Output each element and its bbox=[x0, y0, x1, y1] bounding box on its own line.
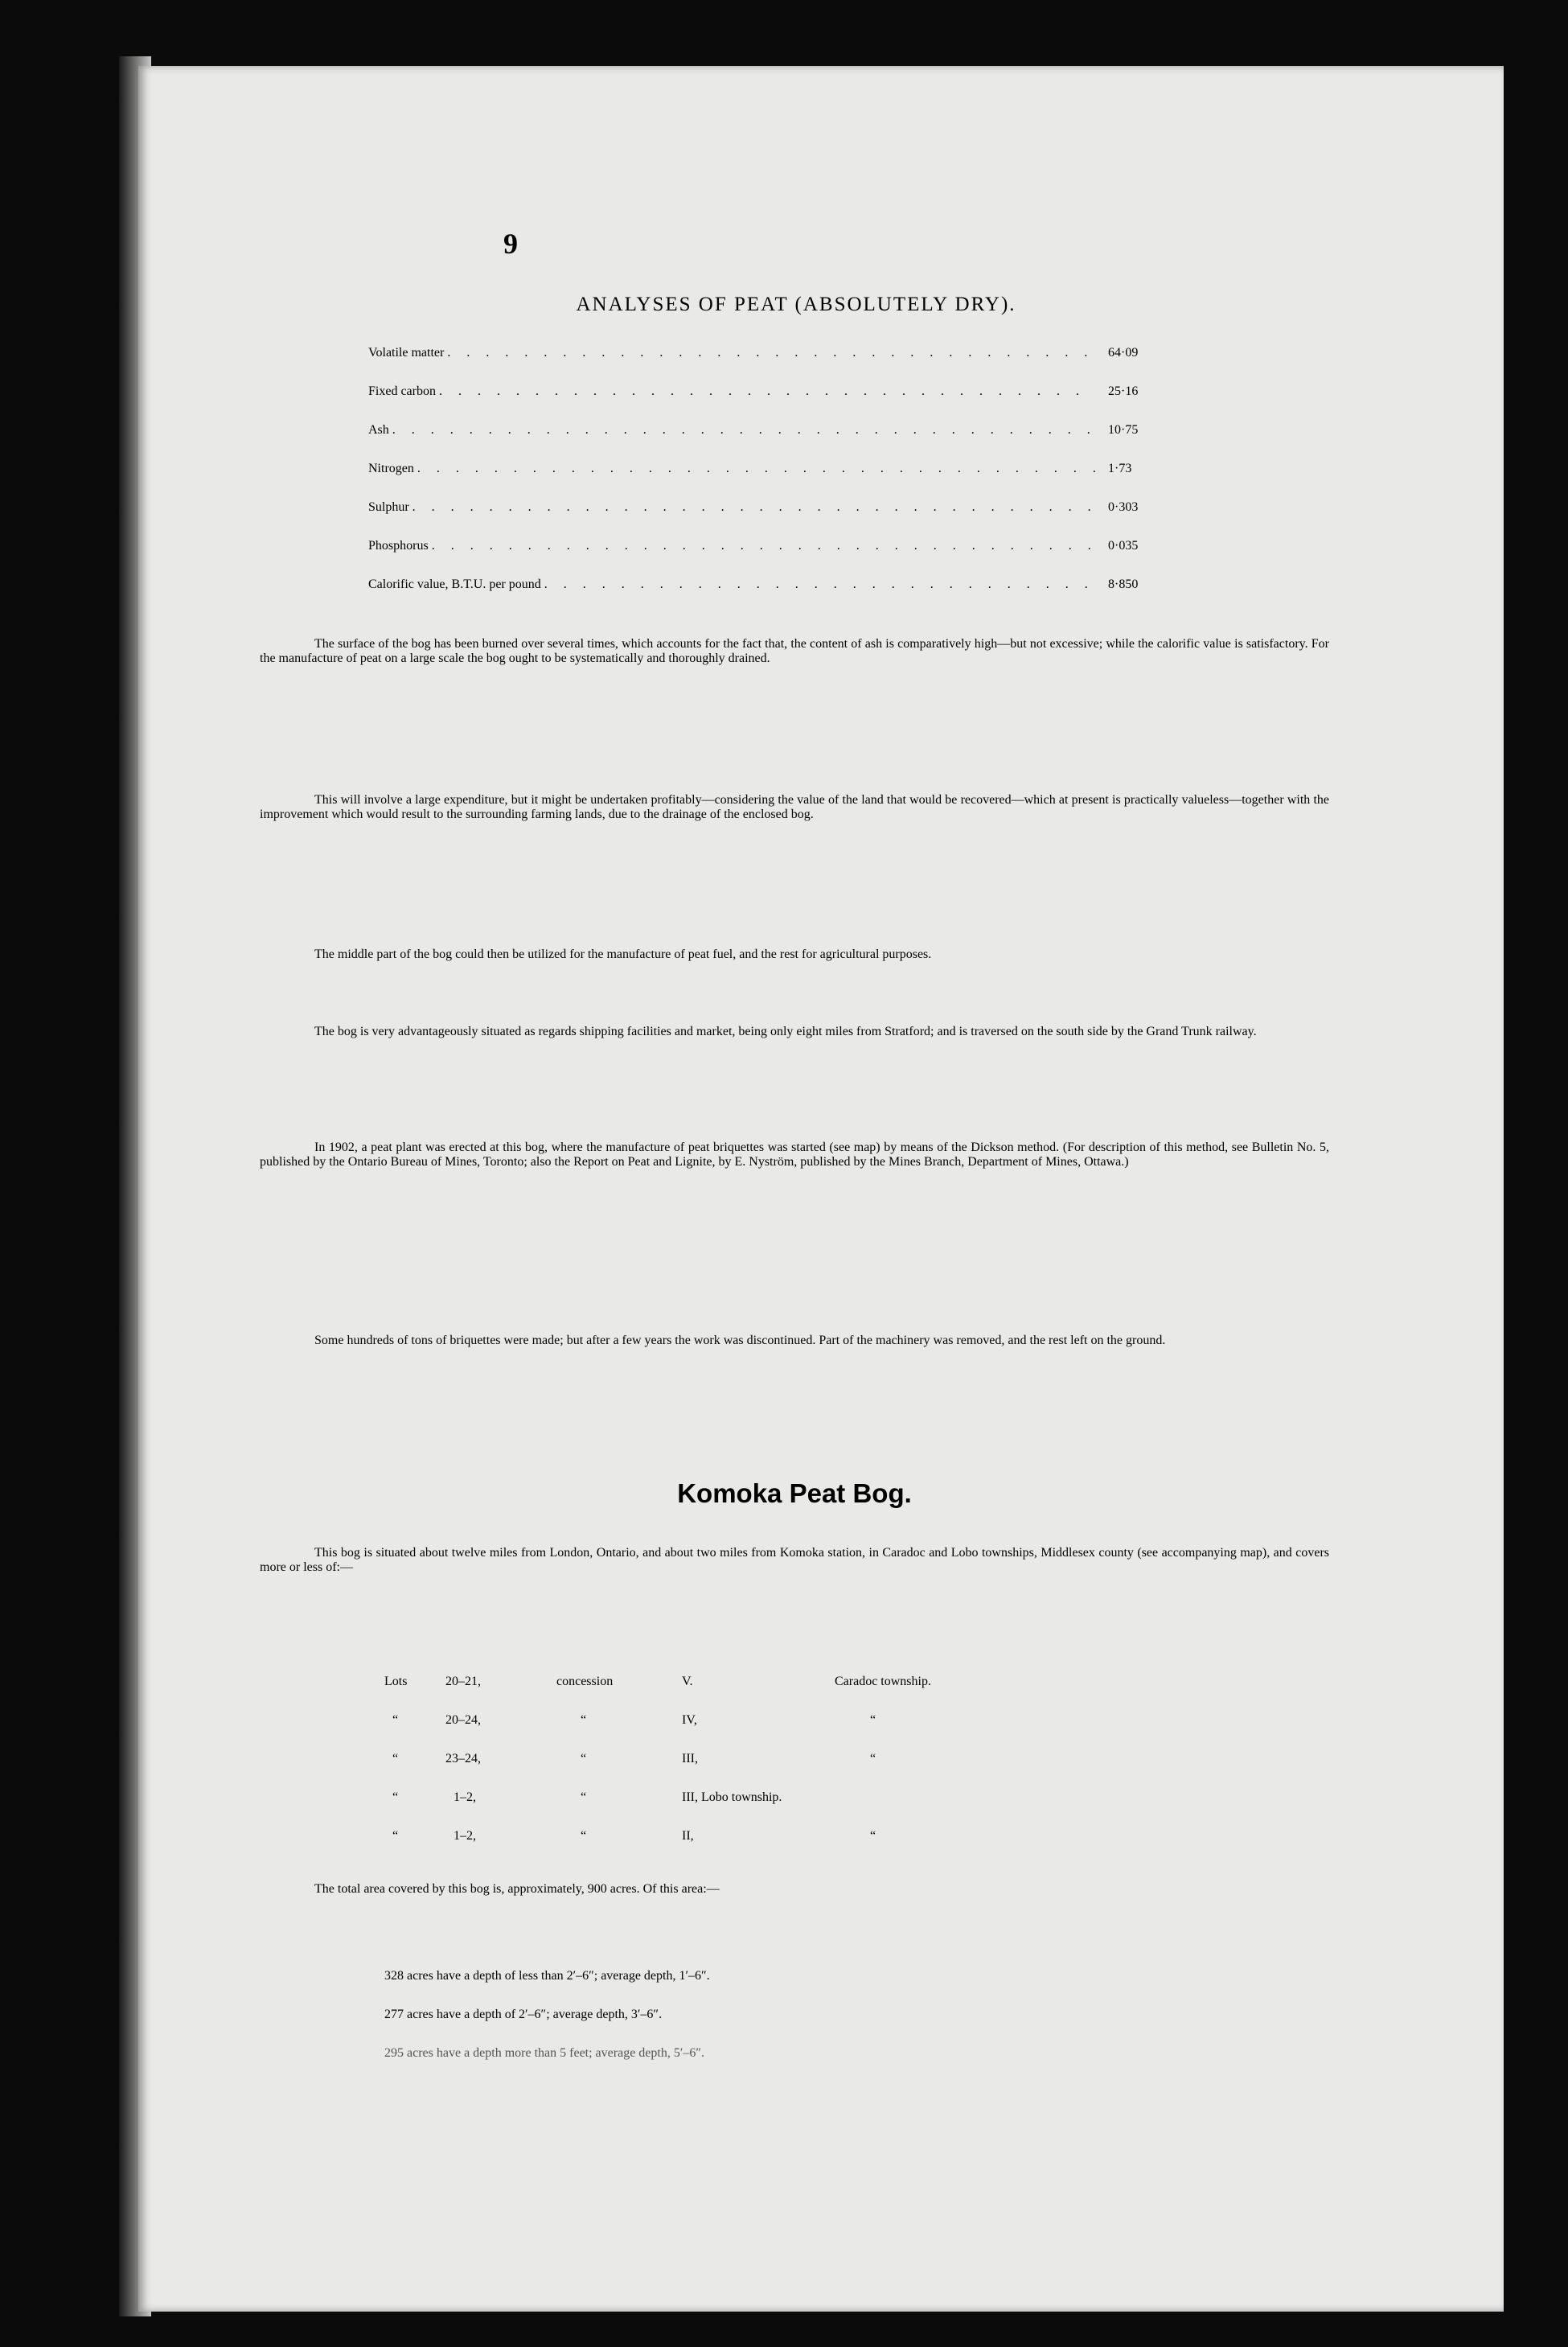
paragraph: This bog is situated about twelve miles from London, Ontario, and about two miles from Komoka station, in Caradoc and Lobo townships, Middlesex county (see accompanying map), and covers more or less of:— bbox=[260, 1546, 1329, 1574]
analysis-heading: ANALYSES OF PEAT (ABSOLUTELY DRY). bbox=[576, 294, 1016, 315]
paragraph: The total area covered by this bog is, approximately, 900 acres. Of this area:— bbox=[314, 1882, 720, 1896]
analysis-value: 8·850 bbox=[1108, 578, 1139, 591]
section-title: Komoka Peat Bog. bbox=[677, 1478, 912, 1508]
analysis-value: 0·303 bbox=[1108, 500, 1139, 514]
analysis-row bbox=[368, 346, 1213, 384]
list-item: 295 acres have a depth more than 5 feet; average depth, 5′–6″. bbox=[384, 2046, 704, 2060]
lots-row: “ 1–2, “ III, Lobo township. bbox=[392, 1790, 782, 1804]
paragraph: This will involve a large expenditure, but it might be undertaken profitably—considering the value of the land that would be recovered—which at present is practically valueless—together with the improvement which would result to the surrounding farming lands, due to the drainage of the enclosed bog. bbox=[260, 793, 1329, 821]
analysis-value: 1·73 bbox=[1108, 462, 1132, 475]
analysis-label: Volatile matter bbox=[368, 346, 445, 360]
analysis-value: 64·09 bbox=[1108, 346, 1139, 360]
list-item: 328 acres have a depth of less than 2′–6″; average depth, 1′–6″. bbox=[384, 1969, 710, 1983]
paragraph: Some hundreds of tons of briquettes were made; but after a few years the work was discontinued. Part of the machinery was removed, and the rest left on the ground. bbox=[314, 1334, 1166, 1347]
analysis-label: Calorific value, B.T.U. per pound bbox=[368, 578, 541, 591]
lots-row: “ 1–2, “ II, “ bbox=[392, 1829, 876, 1843]
analysis-value: 0·035 bbox=[1108, 539, 1139, 553]
paragraph: The surface of the bog has been burned over several times, which accounts for the fact that, the content of ash is comparatively high—but not excessive; while the calorific value is satisfactory. For the manufacture of peat on a large scale the bog ought to be systematically and thoroughly drained. bbox=[260, 637, 1329, 665]
analysis-table bbox=[368, 346, 1213, 616]
analysis-label: Sulphur bbox=[368, 500, 409, 514]
paragraph: The bog is very advantageously situated as regards shipping facilities and market, being only eight miles from Stratford; and is traversed on the south side by the Grand Trunk railway. bbox=[314, 1025, 1257, 1038]
list-item: 277 acres have a depth of 2′–6″; average depth, 3′–6″. bbox=[384, 2008, 663, 2021]
lots-row: “ 20–24, “ IV, “ bbox=[392, 1713, 876, 1727]
paragraph: The middle part of the bog could then be utilized for the manufacture of peat fuel, and the rest for agricultural purposes. bbox=[314, 947, 932, 961]
lots-row: “ 23–24, “ III, “ bbox=[392, 1752, 876, 1765]
analysis-row bbox=[368, 578, 1213, 616]
analysis-row bbox=[368, 423, 1213, 462]
analysis-value: 25·16 bbox=[1108, 384, 1139, 398]
paragraph: In 1902, a peat plant was erected at this bog, where the manufacture of peat briquettes was started (see map) by means of the Dickson method. (For description of this method, see Bulletin No. 5, published by the Ontario Bureau of Mines, Toronto; also the Report on Peat and Lignite, by E. Nyström, published by the Mines Branch, Department of Mines, Ottawa.) bbox=[260, 1141, 1329, 1169]
depth-list bbox=[384, 1969, 710, 2085]
lots-row: Lots 20–21, concession V. Caradoc township. bbox=[384, 1675, 931, 1688]
analysis-row bbox=[368, 500, 1213, 539]
analysis-label: Fixed carbon bbox=[368, 384, 436, 398]
analysis-row bbox=[368, 462, 1213, 500]
analysis-value: 10·75 bbox=[1108, 423, 1139, 437]
lots-table bbox=[384, 1675, 1028, 1868]
analysis-label: Ash bbox=[368, 423, 389, 437]
analysis-row bbox=[368, 539, 1213, 578]
analysis-label: Phosphorus bbox=[368, 539, 429, 553]
page-number: 9 bbox=[503, 228, 518, 260]
analysis-row bbox=[368, 384, 1213, 423]
analysis-label: Nitrogen bbox=[368, 462, 414, 475]
